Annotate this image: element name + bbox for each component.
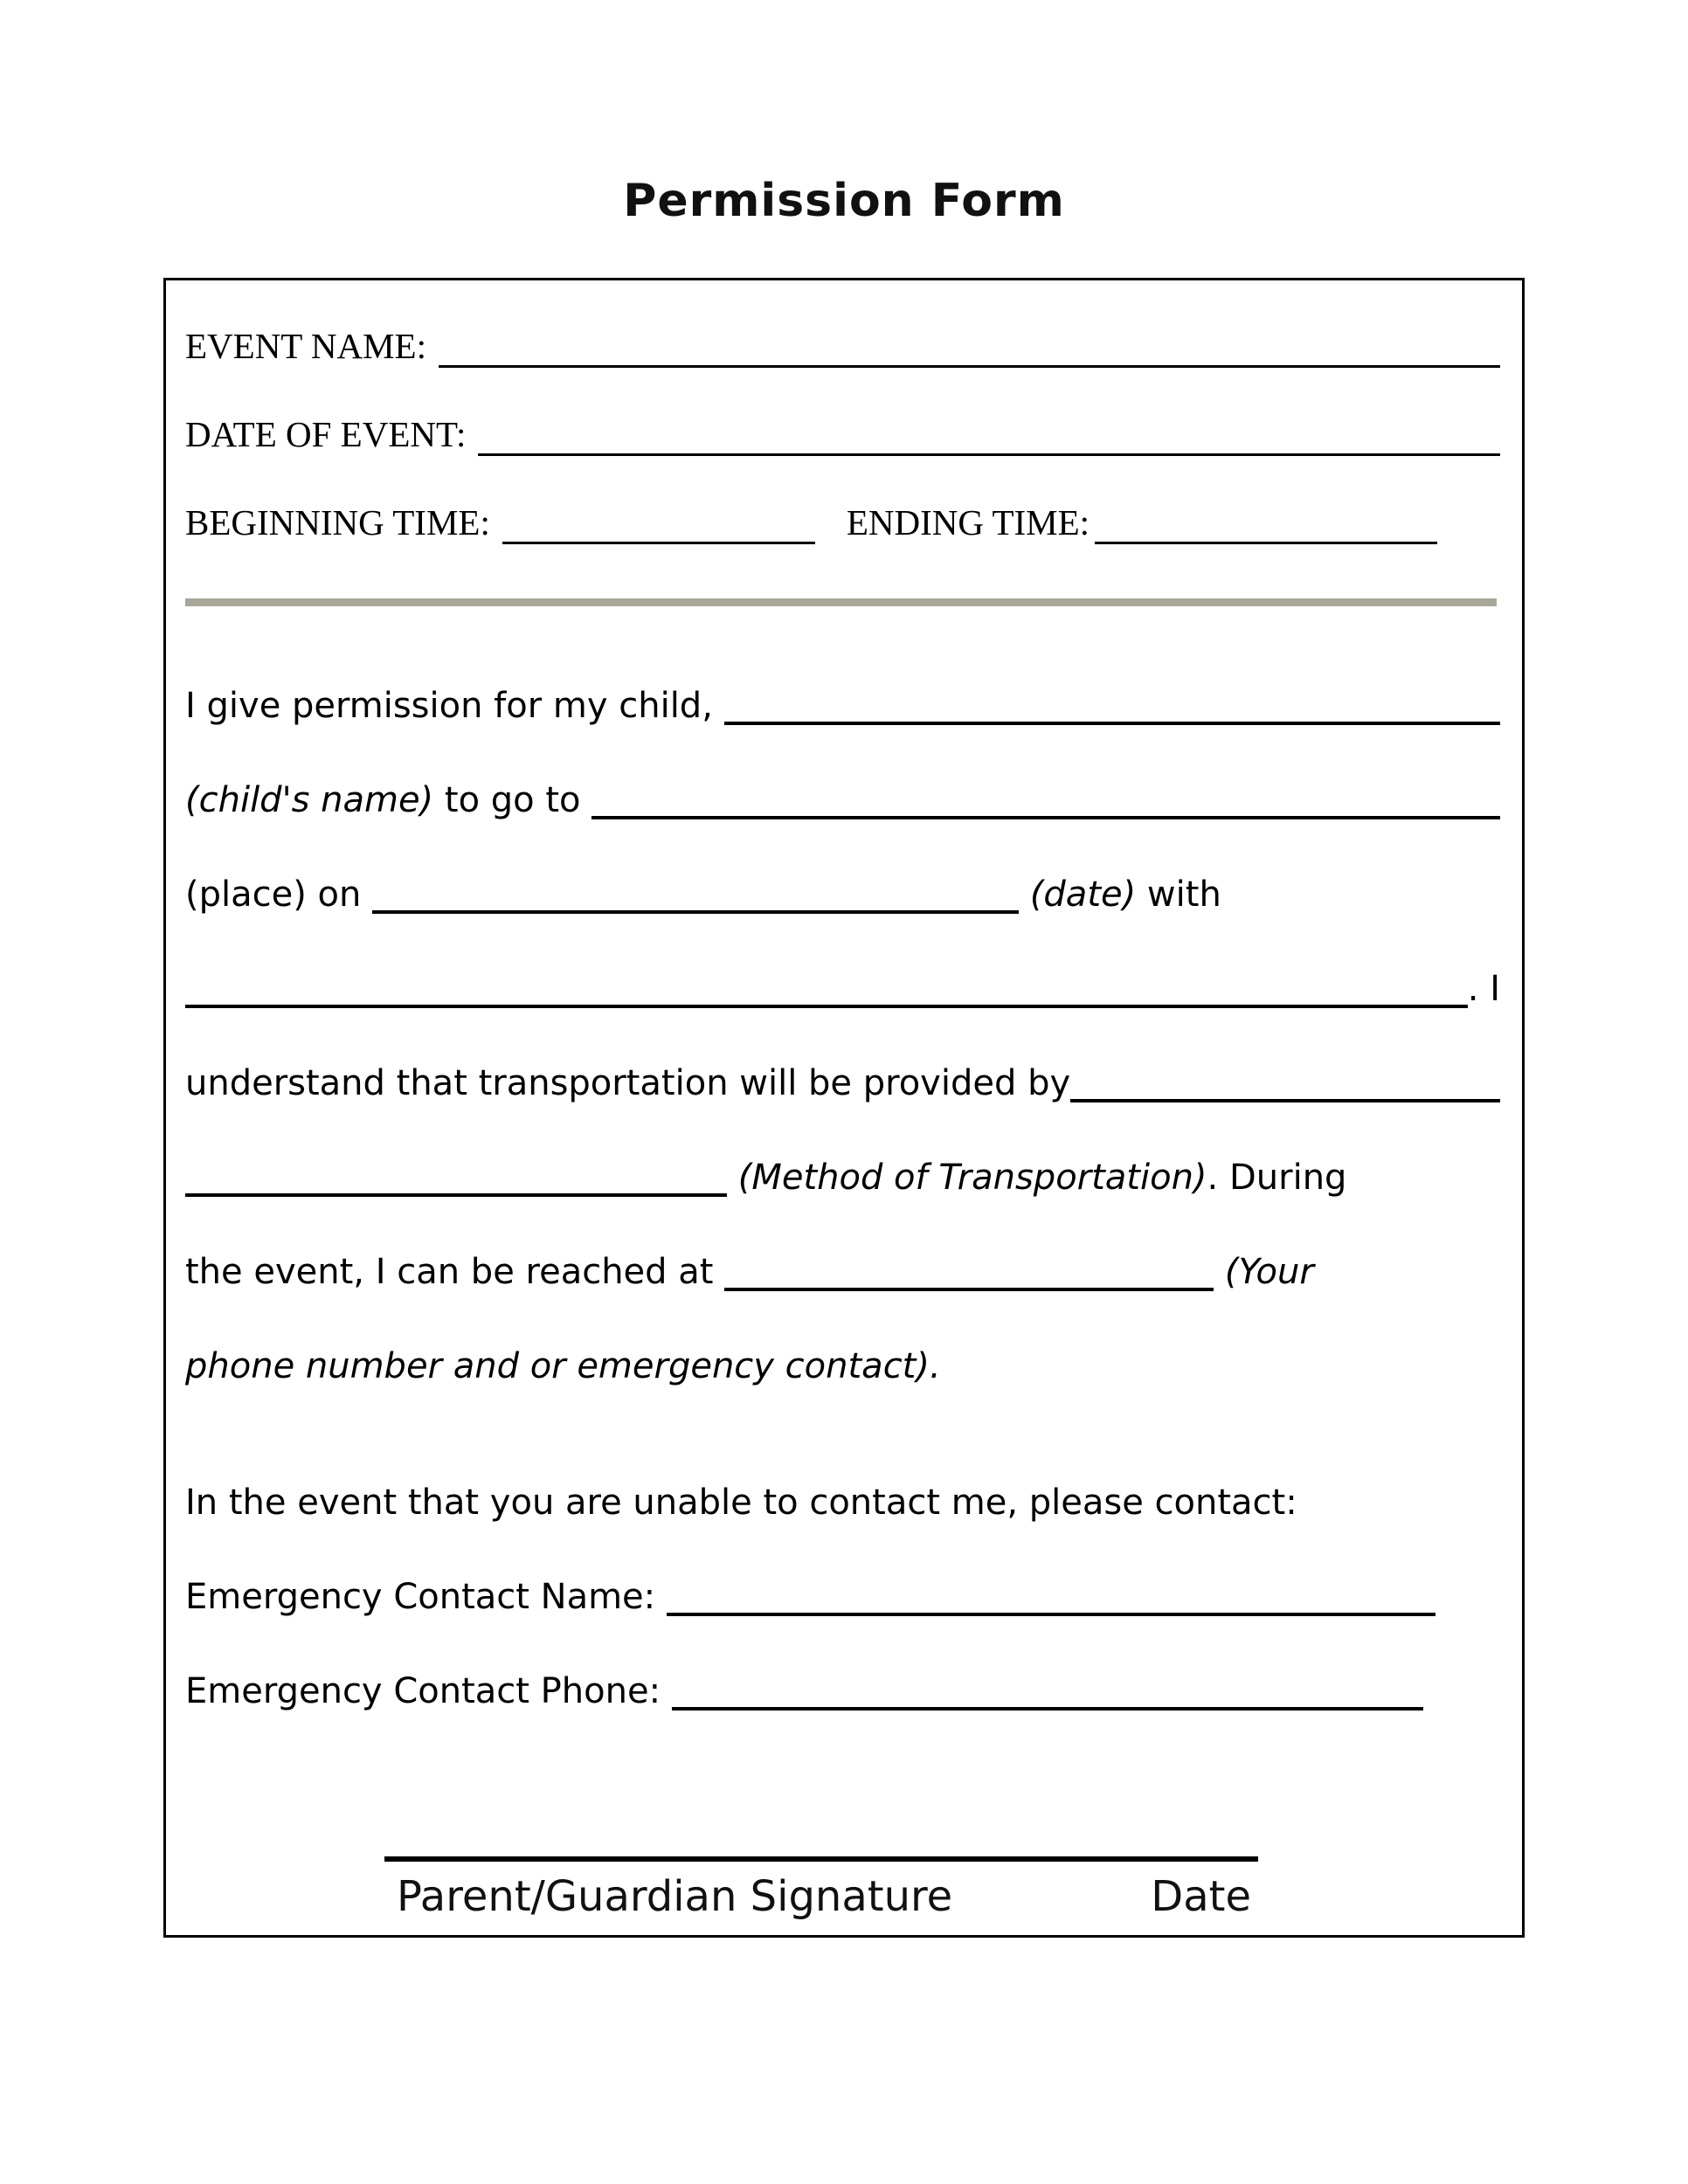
text-segment: the event, I can be reached at [185,1252,725,1292]
event-name-label: EVENT NAME: [185,326,426,366]
fill-in-blank-line [185,1005,1468,1008]
fill-in-blank-line [591,816,1500,819]
form-text-line [185,847,1500,942]
text-segment: Emergency Contact Phone: [185,1671,672,1711]
fill-in-blank-line [185,1193,727,1197]
fill-in-blank-line [372,910,1019,914]
fill-in-blank-line [724,722,1500,725]
form-text-line [185,1550,1500,1644]
signature-labels-row [384,1862,1258,1923]
ending-time-label: ENDING TIME: [846,502,1090,543]
form-box [163,278,1525,1938]
text-segment [727,1130,738,1225]
fill-in-blank-line [667,1613,1435,1616]
form-text-line [185,1319,1500,1413]
text-segment: (Method of Transportation) [737,1158,1207,1198]
form-text-line [185,1130,1500,1225]
beginning-time-blank-line [502,542,815,544]
form-text-line [185,1455,1500,1550]
text-segment: . I [1467,969,1500,1009]
event-name-blank-line [439,365,1500,368]
text-segment: (Your [1224,1252,1314,1292]
form-text-line [185,753,1500,847]
signature-block [384,1856,1258,1923]
text-segment [1214,1225,1225,1319]
text-segment [1019,847,1030,942]
fill-in-blank-line [672,1707,1423,1711]
text-segment: phone number and or emergency contact). [185,1346,941,1386]
paragraph-spacer [185,1413,1500,1455]
text-segment: to go to [433,780,592,820]
ending-time-blank-line [1095,542,1437,544]
date-of-event-label: DATE OF EVENT: [185,414,467,454]
text-segment: In the event that you are unable to contact me, please contact: [185,1482,1297,1523]
text-segment: (place) on [185,874,373,915]
text-segment: (child's name) [185,780,434,820]
form-title: Permission Form [623,175,1065,227]
text-segment: Emergency Contact Name: [185,1577,667,1617]
body-lines [185,659,1500,1738]
form-text-line [185,942,1500,1036]
text-segment: with [1136,874,1221,915]
parent-guardian-signature-label: Parent/Guardian Signature [397,1872,953,1921]
field-row-event-name [185,302,1500,390]
text-segment: . During [1207,1158,1347,1198]
form-text-line [185,1036,1500,1130]
date-of-event-blank-line [478,453,1500,456]
text-segment: (date) [1029,874,1137,915]
date-label: Date [1151,1872,1251,1921]
field-row-times [185,479,1500,567]
fill-in-blank-line [1070,1099,1500,1102]
field-row-date-of-event [185,390,1500,479]
form-text-line [185,1644,1500,1738]
form-text-line [185,1225,1500,1319]
text-segment: understand that transportation will be provided by [185,1063,1071,1103]
fill-in-blank-line [724,1288,1214,1291]
section-divider [185,598,1497,606]
beginning-time-label: BEGINNING TIME: [185,502,490,543]
form-text-line [185,659,1500,753]
text-segment: I give permission for my child, [185,686,724,726]
